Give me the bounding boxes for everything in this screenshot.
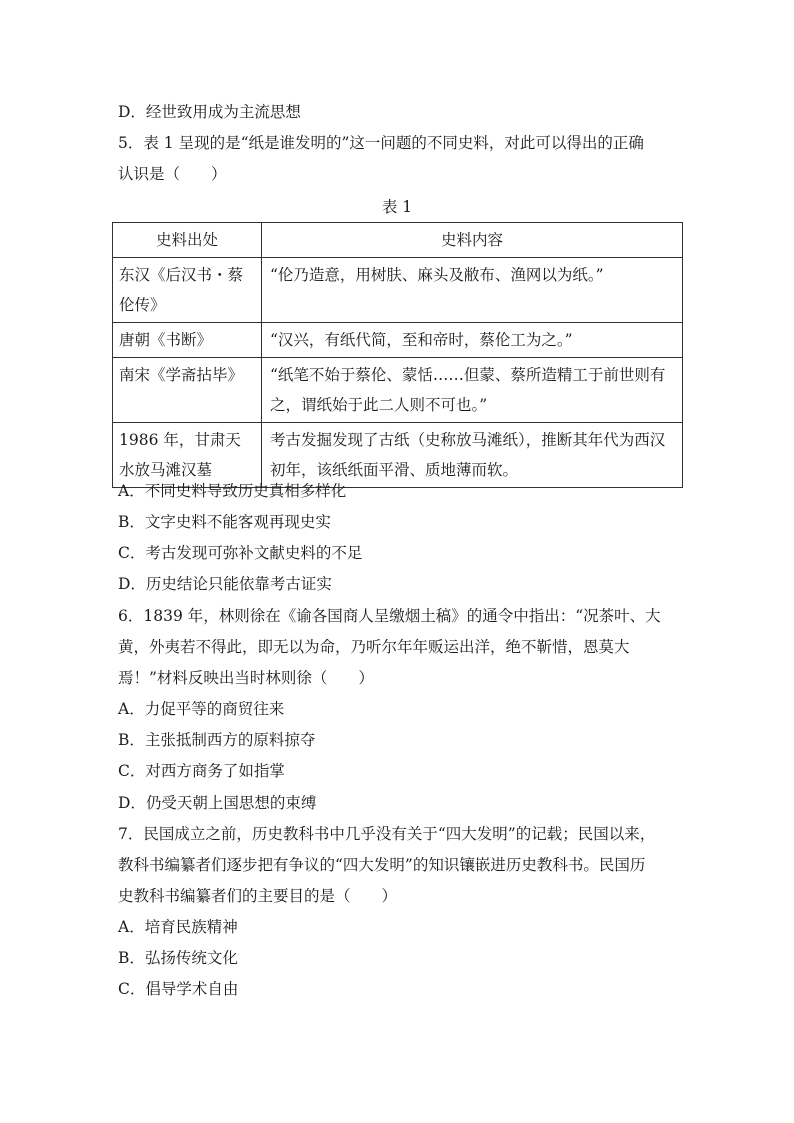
- q6-option-c: C．对西方商务了如指掌: [118, 762, 285, 780]
- historical-sources-table: [112, 222, 683, 488]
- q6-option-d: D．仍受天朝上国思想的束缚: [118, 794, 317, 812]
- q7-stem-line-1: 7．民国成立之前，历史教科书中几乎没有关于“四大发明”的记载；民国以来，: [118, 825, 656, 843]
- table-caption: 表 1: [381, 198, 413, 216]
- cell-source: 1986 年，甘肃天水放马滩汉墓: [113, 423, 262, 488]
- cell-source: 唐朝《书断》: [113, 323, 262, 358]
- table-row: [113, 358, 683, 423]
- header-content: 史料内容: [262, 223, 683, 258]
- q6-option-b: B．主张抵制西方的原料掠夺: [118, 731, 316, 749]
- q7-stem-line-3: 史教科书编纂者们的主要目的是（ ）: [118, 887, 398, 905]
- header-source: 史料出处: [113, 223, 262, 258]
- q5-stem-line-2: 认识是（ ）: [118, 165, 227, 183]
- q5-option-a: A．不同史料导致历史真相多样化: [118, 482, 347, 500]
- cell-source: 南宋《学斋拈毕》: [113, 358, 262, 423]
- table-row: [113, 323, 683, 358]
- q5-option-d: D．历史结论只能依靠考古证实: [118, 575, 332, 593]
- table-row: [113, 423, 683, 488]
- table-header-row: [113, 223, 683, 258]
- q7-option-c: C．倡导学术自由: [118, 980, 239, 998]
- q6-stem-line-2: 黄，外夷若不得此，即无以为命，乃听尔年年贩运出洋，绝不靳惜，恩莫大: [118, 638, 630, 656]
- cell-content: “纸笔不始于蔡伦、蒙恬……但蒙、蔡所造精工于前世则有之，谓纸始于此二人则不可也。”: [262, 358, 683, 423]
- q5-option-b: B．文字史料不能客观再现史实: [118, 513, 331, 531]
- q7-option-b: B．弘扬传统文化: [118, 949, 238, 967]
- q5-option-c: C．考古发现可弥补文献史料的不足: [118, 544, 363, 562]
- q7-stem-line-2: 教科书编纂者们逐步把有争议的“四大发明”的知识镶嵌进历史教科书。民国历: [118, 856, 646, 874]
- q6-stem-line-1: 6．1839 年，林则徐在《谕各国商人呈缴烟土稿》的通令中指出：“况茶叶、大: [118, 607, 661, 625]
- cell-source: 东汉《后汉书・蔡伦传》: [113, 258, 262, 323]
- q6-stem-line-3: 焉！”材料反映出当时林则徐（ ）: [118, 669, 374, 687]
- cell-content: 考古发掘发现了古纸（史称放马滩纸），推断其年代为西汉初年，该纸纸面平滑、质地薄而软。: [262, 423, 683, 488]
- cell-content: “伦乃造意，用树肤、麻头及敝布、渔网以为纸。”: [262, 258, 683, 323]
- q4-option-d: D．经世致用成为主流思想: [118, 103, 301, 121]
- q6-option-a: A．力促平等的商贸往来: [118, 700, 285, 718]
- q7-option-a: A．培育民族精神: [118, 918, 238, 936]
- table-row: [113, 258, 683, 323]
- q5-stem-line-1: 5．表 1 呈现的是“纸是谁发明的”这一问题的不同史料，对此可以得出的正确: [118, 134, 644, 152]
- cell-content: “汉兴，有纸代简，至和帝时，蔡伦工为之。”: [262, 323, 683, 358]
